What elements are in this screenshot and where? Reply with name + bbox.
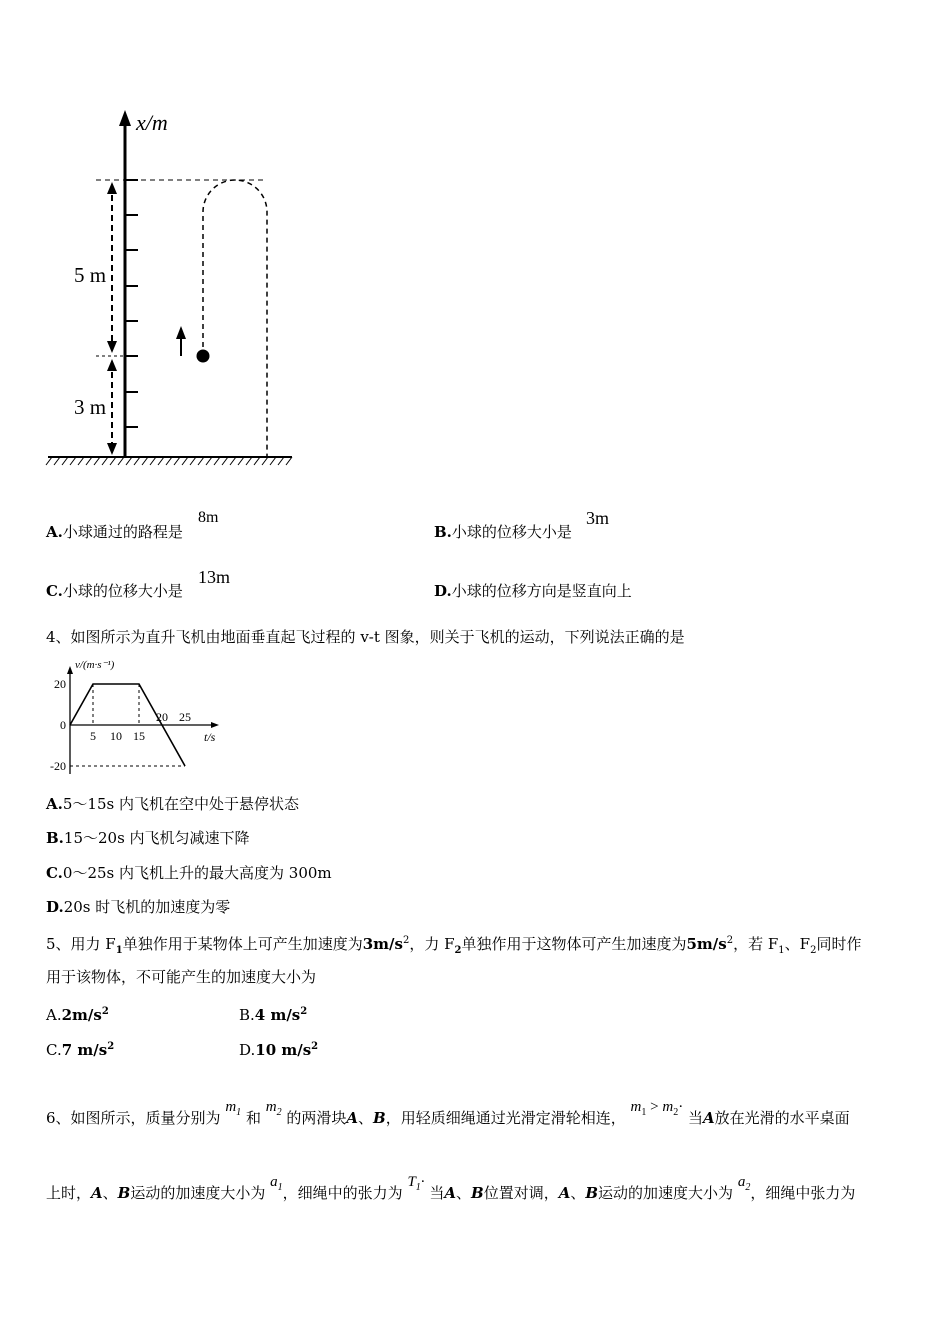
q4-option-a: A.5～15s 内飞机在空中处于悬停状态 [46, 795, 299, 813]
q3-option-d: D.小球的位移方向是竖直向上 [434, 582, 632, 600]
y-axis-arrow [67, 666, 73, 674]
x-tick-label: 20 [156, 710, 168, 724]
q3-option-b: B.小球的位移大小是 [434, 523, 572, 541]
q3-option-c: C.小球的位移大小是 [46, 582, 183, 600]
q6-stem-line2: 上时，A、B运动的加速度大小为 $a_1$，细绳中的张力为 $T_1\cdot$ 当A、B位置对调，A、B运动的加速度大小为 $a_2$，细绳中张力为 [46, 1174, 856, 1202]
q4-stem: 4、如图所示为直升飞机由地面垂直起飞过程的 v-t 图象，则关于飞机的运动，下列说法正确的是 [46, 628, 685, 646]
q5-option-c: C.7 $m/s^2$ [46, 1041, 115, 1059]
x-tick-label: 5 [90, 729, 96, 743]
q5-stem-line1: 5、用力 $F_1$单独作用于某物体上可产生加速度为$3m/s^2$，力 $F_2$单独作用于这物体可产生加速度为$5m/s^2$，若 $F_1$、$F_2$同时作 [46, 935, 862, 956]
ball-motion-figure [40, 100, 310, 475]
x-tick-label: 10 [110, 729, 122, 743]
q3-option-c-value: 13m [198, 567, 231, 587]
q4-option-b: B.15～20s 内飞机匀减速下降 [46, 829, 250, 847]
q5-stem-line2: 用于该物体，不可能产生的加速度大小为 [46, 968, 317, 986]
q4-option-d: D.20s 时飞机的加速度为零 [46, 898, 231, 916]
x-axis-arrow [211, 722, 219, 728]
label-3m: 3 m [74, 395, 107, 419]
q5-option-a: $A.2m/s^2$ [46, 1006, 109, 1024]
x-axis-arrow [119, 110, 131, 126]
q3-option-a-value: 8m [198, 509, 219, 526]
axis-label: x/m [136, 110, 168, 135]
y-tick-label: 20 [54, 677, 66, 691]
q5-option-d: D.10 $m/s^2$ [239, 1041, 319, 1059]
y-tick-label: 0 [60, 718, 66, 732]
label-5m: 5 m [74, 263, 107, 287]
ball [197, 350, 210, 363]
x-tick-label: 25 [179, 710, 191, 724]
q6-stem-line1: 6、如图所示，质量分别为 $m_1$ 和 $m_2$ 的两滑块A、B，用轻质细绳通过光滑定滑轮相连， $m_1 > m_2\cdot$ 当A放在光滑的水平桌面 [46, 1099, 850, 1127]
ball-path [203, 180, 267, 457]
y-axis-label: v/(m·s⁻¹) [75, 659, 115, 671]
q3-option-b-value: 3m [586, 508, 610, 528]
ground-hatch [46, 457, 292, 465]
vt-chart [40, 655, 230, 780]
axis-ticks [125, 180, 138, 427]
y-tick-label: -20 [50, 759, 66, 773]
q3-option-a: A.小球通过的路程是 [46, 523, 183, 541]
x-axis-label: t/s [204, 730, 216, 744]
q5-option-b: B.4 $m/s^2$ [239, 1006, 308, 1024]
x-tick-label: 15 [133, 729, 145, 743]
q4-option-c: C.0～25s 内飞机上升的最大高度为 300m [46, 864, 332, 882]
